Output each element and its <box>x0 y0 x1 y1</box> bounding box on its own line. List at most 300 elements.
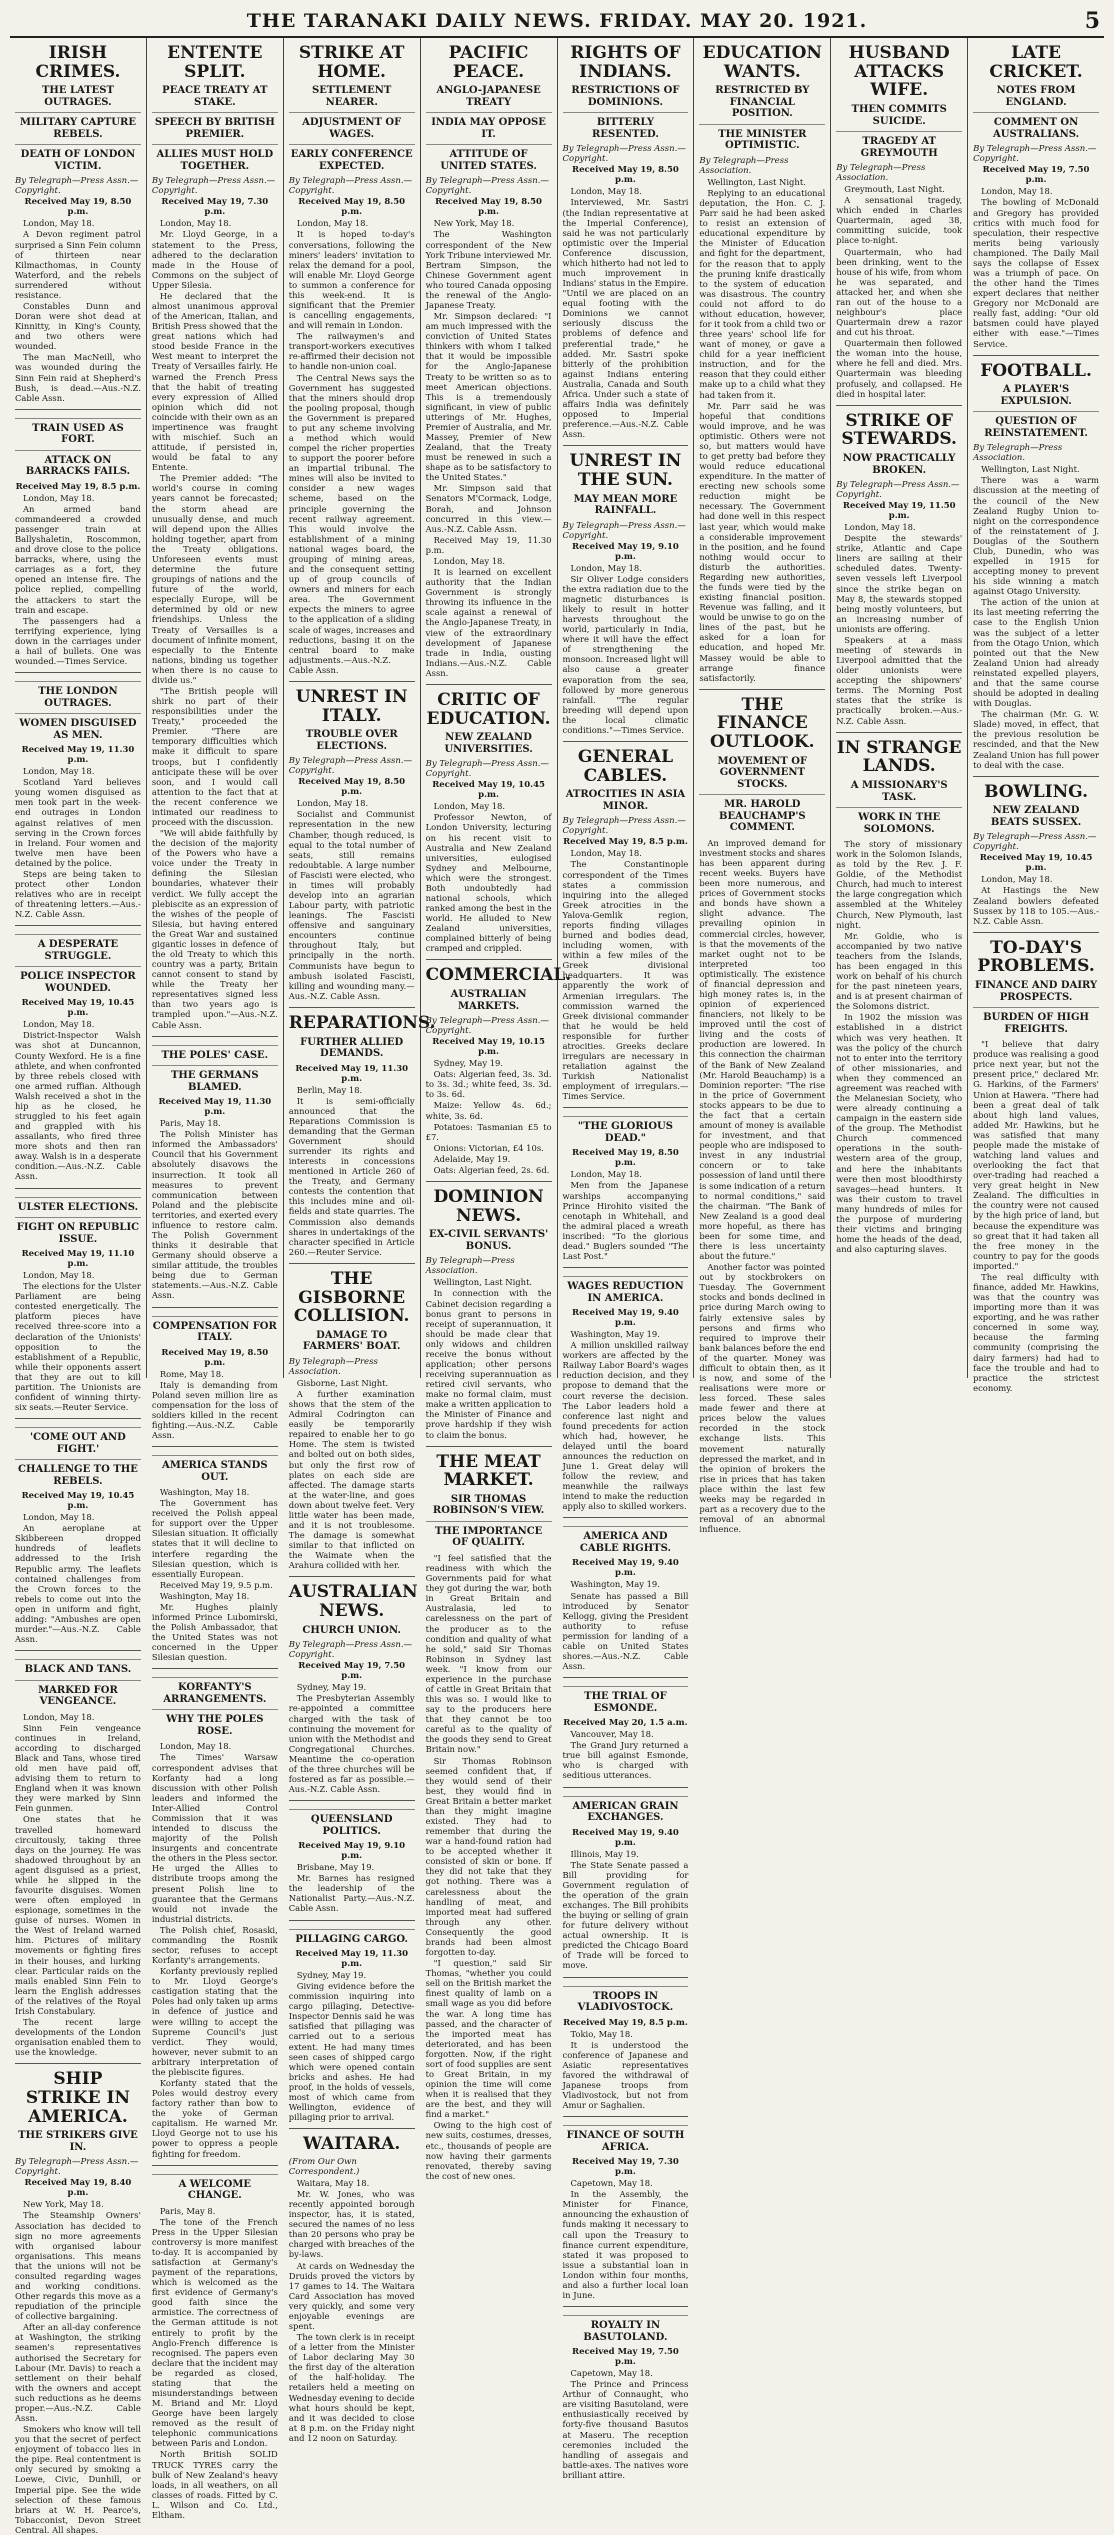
article <box>426 1181 552 1440</box>
article-paragraph: Washington, May 19. <box>570 1329 660 1340</box>
article-paragraph: A sensational tragedy, which ended in Charles Quartermain, aged 38, committing suicide, took place to-night. <box>836 195 963 246</box>
article-subheading: RESTRICTED BY FINANCIAL POSITION. <box>715 85 810 120</box>
article <box>288 1576 418 1795</box>
article-paragraph: The tone of the French Press in the Upper Silesian controversy is more manifest to-day. It is accompanied by satisfaction at Germany's payment of the reparations, which is welcomed as the first evidence of Germany's good faith since the armistice. The correctness of the German attitude is not entirely to profit by the Anglo-French difference is recognised. The papers even declare that the incident may be regarded as closed, stating that the misunderstandings between M. Briand and Mr. Lloyd George have been largely removed as the result of telephonic communications between Paris and London. <box>151 2216 278 2449</box>
article-subheading: TROUBLE OVER ELECTIONS. <box>305 729 398 752</box>
article-paragraph: New York, May 18. <box>433 218 515 229</box>
article-paragraph: London, May 18. <box>570 562 642 573</box>
article-dateline: Received May 19, 8.50 p.m. <box>161 1347 269 1368</box>
article <box>288 1007 436 1257</box>
article-paragraph: The elections for the Ulster Parliament are being contested energetically. The platform pieces have received three-score into a declaration of the Unionists' opposition to the establishment of a Republic, while their opponents assert that they are out to kill partition. The Unionists are confident of winning thirty-six seats.—Reuter Service. <box>15 1281 141 1413</box>
article <box>15 1418 141 1644</box>
article-subheading: ATTITUDE OF UNITED STATES. <box>426 144 552 172</box>
article-credit: By Telegraph—Press Assn.—Copyright. <box>425 759 549 780</box>
article-subheading: BITTERLY RESENTED. <box>563 112 689 140</box>
article-headline: TO-DAY'S PROBLEMS. <box>977 937 1095 977</box>
article-paragraph: London, May 18. <box>570 848 642 859</box>
article-subheading: EX-CIVIL SERVANTS' BONUS. <box>428 1229 549 1252</box>
article-paragraph: The action of the union at its last meeting referring the case to the English Union was the subject of a letter from the Otago Union, which pointed out that the New Zealand Union had already reinstated expelled players, and that the same course should be adopted in dealing with Douglas. <box>973 597 1099 709</box>
article-body <box>152 1369 278 1441</box>
article-credit: (From Our Own Correspondent.) <box>288 2156 360 2177</box>
article-body <box>15 493 141 666</box>
article-body <box>973 186 1099 348</box>
article-subheading: WAGES REDUCTION IN AMERICA. <box>563 1276 689 1304</box>
article-credit: By Telegraph—Press Assn.—Copyright. <box>562 816 686 837</box>
column <box>147 38 284 2520</box>
article-body <box>699 177 825 683</box>
article-paragraph: Sydney, May 19. <box>296 1970 367 1981</box>
article <box>152 1668 278 2158</box>
article-body <box>152 1487 278 1662</box>
article <box>563 1267 689 1511</box>
article-headline: HUSBAND ATTACKS WIFE. <box>848 43 950 101</box>
article-paragraph: London, May 18. <box>981 874 1053 885</box>
article-credit: By Telegraph—Press Association. <box>699 155 789 176</box>
article-paragraph: Greymouth, Last Night. <box>844 184 945 195</box>
article-body <box>426 801 552 953</box>
article-paragraph: The recent large developments of the London organisation enabled them to use the knowledge. <box>15 2016 141 2058</box>
article-headline: STRIKE OF STEWARDS. <box>841 410 957 450</box>
article-subheading: CHALLENGE TO THE REBELS. <box>15 1459 141 1487</box>
article-body <box>15 1712 141 2058</box>
article-headline: SHIP STRIKE IN AMERICA. <box>25 2069 131 2127</box>
article-paragraph: In connection with the Cabinet decision regarding a bonus grant to persons in receipt of superannuation, it should be made clear that only widows and children receive the bonus without application; other persons receiving superannuation as retired civil servants, who make no formal claim, must make a written application to the Minister of Finance and prove hardship if they wish to claim the bonus. <box>425 1288 552 1440</box>
article-paragraph: Korfanty previously replied to Mr. Lloyd George's castigation stating that the Poles had only taken up arms in defence of justice and were willing to accept the Supreme Council's just verdict. They would, however, never submit to an arbitrary interpretation of the plebiscite figures. <box>151 1966 278 2077</box>
article-subheading: ULSTER ELECTIONS. <box>15 1197 141 1214</box>
article-body <box>152 1118 278 1300</box>
article-credit: By Telegraph—Press Assn.—Copyright. <box>973 144 1097 165</box>
article-subheading: "THE GLORIOUS DEAD." <box>563 1116 689 1144</box>
article-subheading: AMERICAN GRAIN EXCHANGES. <box>563 1796 689 1824</box>
article-subheading: AMERICA AND CABLE RIGHTS. <box>563 1526 689 1554</box>
article-credit: By Telegraph—Press Association. <box>973 443 1063 464</box>
article-paragraph: In the Assembly, the Minister for Finance, announcing the exhaustion of funds making it necessary to call upon the Treasury to finance current expenditure, stated it was proposed to issue a substantial loan in London within four months, and also a further local loan in June. <box>562 2189 689 2300</box>
newspaper-title: THE TARANAKI DAILY NEWS. FRIDAY. MAY 20. 1921. <box>246 10 868 32</box>
article-paragraph: Berlin, May 18. <box>296 1084 363 1095</box>
article-paragraph: London, May 18. <box>23 1019 95 1030</box>
article <box>973 355 1099 770</box>
article <box>973 776 1099 926</box>
column <box>831 38 968 1378</box>
article-paragraph: The Polish chief, Rosaski, commanding the Rosnik sector, refuses to accept Korfanty's arrangements. <box>151 1924 278 1966</box>
article-body <box>15 1270 141 1412</box>
article-paragraph: Speakers at a mass meeting of stewards in Liverpool admitted that the older unionists were accepting the shipowners' terms. The Morning Post states that the strike is practically broken.—Aus.-N.Z. Cable Assn. <box>836 634 963 726</box>
article-paragraph: London, May 18. <box>981 186 1053 197</box>
article <box>426 1446 552 2181</box>
article <box>563 1107 689 1261</box>
article-paragraph: London, May 18. <box>23 492 95 503</box>
article-paragraph: Washington, May 18. <box>159 1590 250 1601</box>
article-subheading: THE STRIKERS GIVE IN. <box>18 2130 138 2153</box>
article-dateline: Received May 19, 8.5 p.m. <box>15 481 141 492</box>
article-paragraph: Received May 19, 9.5 p.m. <box>159 1579 273 1590</box>
article-paragraph: Adelaide, May 19. <box>433 1153 511 1164</box>
column <box>284 38 436 2443</box>
article-subheading: NOTES FROM ENGLAND. <box>996 85 1076 108</box>
article <box>152 2165 278 2520</box>
article-body <box>289 1378 415 1570</box>
article-paragraph: The Polish Minister has informed the Ambassadors' Council that his Government absolutely disavows the insurrection. It took all measures to prevent communication between Poland and the plebiscite territories, and exerted every influence to restore calm. The Polish Government thinks it desirable that Germany should observe a similar attitude, the troubles being due to German statements.—Aus.-N.Z. Cable Assn. <box>151 1129 278 1301</box>
article-headline: THE GISBORNE COLLISION. <box>293 1268 410 1327</box>
article-headline: STRIKE AT HOME. <box>298 43 405 82</box>
article <box>15 925 141 1181</box>
article-dateline: Received May 19, 11.30 p.m. <box>295 1063 409 1084</box>
article-subheading: PILLAGING CARGO. <box>289 1929 415 1946</box>
article-paragraph: Mr. Simpson declared: "I am much impressed with the conviction of United States thinkers with whom I talked that it would be impossible for the Anglo-Japanese Treaty to be written so as to meet American objections. This is a tremendously significant, in view of public utterings of Mr. Hughes, Premier of Australia, and Mr. Massey, Premier of New Zealand, that the Treaty must be renewed in such a shape as to be satisfactory to the United States." <box>425 311 552 483</box>
article <box>563 44 689 439</box>
article <box>563 1517 689 1671</box>
article-paragraph: The Central News says the Government has suggested that the miners should drop the pooling proposal, though the Government is prepared to put any scheme involving a method which would compel the richer properties to support the poorer before an impartial tribunal. The mines will also be invited to consider a new wages scheme, based on the principle governing the recent railway agreement. This would involve the establishment of a mining national wages board, the grouping of mining areas, and the consequent setting up of group councils of owners and miners for each area. The Government expects the miners to agree to the application of a sliding scale of wages, increases and reductions, basing it on the central board to make adjustments.—Aus.-N.Z. Cable Assn. <box>288 372 415 675</box>
article-body <box>15 2199 141 2535</box>
article-subheading: MOVEMENT OF GOVERNMENT STOCKS. <box>717 755 808 790</box>
article-headline: IN STRANGE LANDS. <box>836 737 962 777</box>
article <box>836 405 962 726</box>
article-credit: By Telegraph—Press Assn.—Copyright. <box>288 1640 413 1661</box>
article-paragraph: The bowling of McDonald and Gregory has provided critics with much food for speculation, their respective merits being variously championed. The Daily Mail says the collapse of Essex was a triumph of pace. On the other hand the Times expert declares that neither Gregory nor McDonald are really fast, adding: "Our old batsmen could have played either with ease."—Times Service. <box>973 197 1099 349</box>
article-subheading: 'COME OUT AND FIGHT.' <box>15 1427 141 1455</box>
article-paragraph: Sinn Fein vengeance continues in Ireland, according to discharged Black and Tans, whose tired old men have paid off, advising them to return to England when it was known they were marked by Sinn Fein gunmen. <box>15 1722 141 1814</box>
article-paragraph: Mr. Parr said he was hopeful that conditions would improve, and he was optimistic. Others were not so, but matters would have to get pretty bad before they would reduce educational expenditure. In the matter of erecting new schools some reduction might be necessary. The Government had done well in this respect last year, which would make a considerable improvement in the position, and he found nothing would occur to disturb the authorities. Regarding new authorities, the funds were tied by the existing financial position. Revenue was falling, and it would be unwise to go on the lines of the past, but he asked for a loan for education, and hoped Mr. Massey would be able to arrange finance satisfactorily. <box>699 400 826 683</box>
article-subheading: ATTACK ON BARRACKS FAILS. <box>15 450 141 478</box>
article <box>563 2116 689 2300</box>
article-paragraph: Owing to the high cost of new suits, costumes, dresses, etc., thousands of people are now having their garments renovated, thereby saving the cost of new ones. <box>425 2120 552 2181</box>
article-paragraph: The Washington correspondent of the New York Tribune interviewed Mr. Bertram Simpson, the Chinese Government agent who toured Canada opposing the renewal of the Anglo-Japanese Treaty. <box>425 229 552 310</box>
article-body <box>15 1512 141 1644</box>
article-paragraph: Replying to an educational deputation, the Hon. C. J. Parr said he had been asked to resist an extension of educational expenditure by the Minister of Education and fight for the department, for the reason that to apply the pruning knife drastically to the system of education was disastrous. The country could not afford to do without education, however, for it took from a child two or three years' school life for want of money, or gave a child for a year inefficient instruction, and for the reason that they could either make up to a child what they had taken from it. <box>699 187 826 400</box>
article-subheading: AMERICA STANDS OUT. <box>152 1455 278 1483</box>
article <box>289 681 415 1001</box>
article-headline: LATE CRICKET. <box>989 43 1083 82</box>
article-body <box>426 1553 552 2181</box>
article-dateline: Received May 19, 7.50 p.m. <box>298 1661 406 1682</box>
article-subheading: THE POLES' CASE. <box>152 1045 278 1062</box>
article-paragraph: The passengers had a terrifying experience, lying down in the carriages under a hail of bullets. One was wounded.—Times Service. <box>15 615 141 667</box>
article-body <box>563 2368 689 2480</box>
article-body <box>563 186 689 439</box>
article-paragraph: Giving evidence before the commission inquiring into cargo pillaging, Detective-Inspector Dennis said he was satisfied that pillaging was carried out to a serious extent. He had many times seen cases of shipped cargo which were opened contain bricks and ashes. He had proof, in the holds of vessels, most of which came from Wellington, evidence of pillaging prior to arrival. <box>288 1981 415 2123</box>
article-paragraph: The chairman (Mr. G. W. Slade) moved, in effect, that the previous resolution be rescinded, and that the New Zealand Union has full power to deal with the case. <box>973 709 1099 770</box>
article-subheading: FURTHER ALLIED DEMANDS. <box>300 1036 404 1060</box>
article-paragraph: Mr. Simpson said that Senators M'Cormack, Lodge, Borah, and Johnson concurred in this view.—Aus.-N.Z. Cable Assn. <box>425 483 552 534</box>
article-body <box>426 218 552 678</box>
article-paragraph: Sir Thomas Robinson seemed confident that, if they would send of their best, they would find in Great Britain a better market than they might imagine existed. They had to remember that during the war a hand-found ration had to be accepted whether it consisted of skin or bone. If they did not take that they got nothing. There was a carelessness about the handling of meat, and imported meat had suffered through any other. Consequently the good brands had been almost forgotten to-day. <box>425 1755 552 1958</box>
article-subheading: SIR THOMAS ROBINSON'S VIEW. <box>432 1493 545 1517</box>
article-body <box>426 1277 552 1439</box>
article-credit: By Telegraph—Press Assn.—Copyright. <box>836 480 960 501</box>
article-headline: DOMINION NEWS. <box>433 1186 544 1226</box>
article <box>973 44 1099 349</box>
article-subheading: NEW ZEALAND UNIVERSITIES. <box>444 732 533 755</box>
article <box>563 2306 689 2480</box>
article-paragraph: "I question," said Sir Thomas, "whether you could sell on the British market the finest quality of lamb on a small wage as you did before the war. A long time has passed, and the character of the imported meat has deteriorated, and has been forgotten. Now, if the right sort of food supplies are sent to Great Britain, in my opinion the time will come when it is realised that they are the best, and they will find a market." <box>425 1958 552 2120</box>
article-subheading: NOW PRACTICALLY BROKEN. <box>842 453 956 476</box>
article-subheading: ROYALTY IN BASUTOLAND. <box>563 2315 689 2343</box>
article <box>699 689 825 1534</box>
article-subheading: DAMAGE TO FARMERS' BOAT. <box>302 1329 401 1353</box>
article <box>563 445 689 735</box>
article-paragraph: London, May 18. <box>296 798 369 809</box>
article-credit: By Telegraph—Press Assn.—Copyright. <box>562 520 686 541</box>
article-paragraph: Mr. Hughes plainly informed Prince Lubomirski, the Polish Ambassador, that the United States was not concerned in the Upper Silesian question. <box>151 1601 278 1663</box>
article-paragraph: Wellington, Last Night. <box>707 176 806 187</box>
article-body <box>15 766 141 919</box>
article-dateline: Received May 19, 8.5 p.m. <box>563 837 688 848</box>
article-body <box>15 218 141 402</box>
article-headline: PACIFIC PEACE. <box>448 43 529 82</box>
article-paragraph: Washington, May 18. <box>159 1487 250 1498</box>
article-paragraph: Illinois, May 19. <box>570 1848 639 1859</box>
article-paragraph: The Constantinople correspondent of the Times states a commission inquiring into the alleged Greek atrocities in the Yalova-Gemlik region, reports finding villages burned and bodies dead, including women, with within a few miles of the Greek divisional headquarters. It was apparently the work of Armenian irregulars. The commission warned the Greek divisional commander that he would be held responsible for further atrocities. Greeks declare irregulars are necessary in retaliation against the Turkish Nationalist employment of irregulars.—Times Service. <box>562 859 689 1102</box>
article-paragraph: The man MacNeill, who was wounded during the Sinn Fein raid at Shepherd's Bush, is dead.—Aus.-N.Z. Cable Assn. <box>15 352 141 403</box>
article-paragraph: The Prince and Princess Arthur of Connaught, who are visiting Basutoland, were enthusiastically received by forty-five thousand Basutos at Maseru. The reception ceremonies included the handling of assegais and battle-axes. The natives wore brilliant attire. <box>562 2379 689 2480</box>
article-subheading: MAY MEAN MORE RAINFALL. <box>573 493 678 517</box>
article-paragraph: Washington, May 19. <box>570 1579 660 1590</box>
article-subheading: CHURCH UNION. <box>302 1624 401 1636</box>
page-number: 5 <box>1084 8 1100 34</box>
article-headline: UNREST IN ITALY. <box>295 686 408 726</box>
article-paragraph: Maize: Yellow 4s. 6d.; white, 3s. 6d. <box>425 1100 552 1121</box>
article-paragraph: At Hastings the New Zealand bowlers defeated Sussex by 118 to 105.—Aus.-N.Z. Cable Assn. <box>973 885 1099 926</box>
column <box>968 38 1104 1393</box>
article-subheading: POLICE INSPECTOR WOUNDED. <box>15 966 141 994</box>
article-subheading: EARLY CONFERENCE EXPECTED. <box>289 144 415 172</box>
article <box>15 44 141 403</box>
article-body <box>836 522 962 726</box>
article-dateline: Received May 19, 8.50 p.m. <box>572 165 679 186</box>
article-paragraph: New York, May 18. <box>23 2199 104 2210</box>
article-dateline: Received May 19, 8.5 p.m. <box>563 2017 688 2028</box>
article-subheading: ANGLO-JAPANESE TREATY <box>436 85 541 108</box>
article-body <box>289 218 415 675</box>
article-paragraph: Paris, May 18. <box>159 1118 221 1129</box>
article-paragraph: Korfanty stated that the Poles would destroy every factory rather than bow to the yoke of German capitalism. He warned Mr. Lloyd George not to use his power to oppress a people fighting for freedom. <box>151 2077 278 2159</box>
article-paragraph: The Times' Warsaw correspondent advises that Korfanty had a long discussion with other Polish leaders and informed the Inter-Allied Control Commission that it was intended to discuss the majority of the Polish insurgents and concentrate the others in the Pless sector. He urged the Allies to distribute troops among the present Polish line to guarantee that the Germans would not invade the industrial districts. <box>151 1752 278 1924</box>
article-paragraph: It is semi-officially announced that the Reparations Commission is demanding that the German Government should surrender its rights and interests in concessions mentioned in Article 260 of the Treaty, and Germany contests the contention that this includes mine and oil-fields and state quarries. The Commission also demands shares in undertakings of the character specified in Article 260.—Reuter Service. <box>288 1095 415 1257</box>
article-subheading: DEATH OF LONDON VICTIM. <box>15 144 141 172</box>
article-paragraph: "The British people will shirk no part of their responsibilities under the Treaty," proceeded the Premier. "There are temporary difficulties which make it difficult to spare troops, but I confidently anticipate these will be over soon, and I would call attention to the fact that at the recent conference we intimated our readiness to proceed with the discussion. <box>151 685 278 827</box>
article <box>289 1920 415 2123</box>
article-body <box>289 1862 415 1913</box>
article-paragraph: It is learned on excellent authority that the Indian Government is strongly throwing its influence in the scale against a renewal of the Anglo-Japanese Treaty, in view of the extraordinary development of Japanese trade in India, ousting Indians.—Aus.-N.Z. Cable Assn. <box>425 567 552 678</box>
article-paragraph: After an all-day conference at Washington, the striking seamen's representatives authorised the Secretary for Labour (Mr. Davis) to reach a settlement on their behalf with the owners and accept such reductions as he deems proper.—Aus.-N.Z. Cable Assn. <box>15 2322 141 2423</box>
article-subheading: PEACE TREATY AT STAKE. <box>162 85 268 108</box>
article-body <box>836 839 962 1254</box>
article-paragraph: London, May 18. <box>296 218 369 229</box>
article-headline: BOWLING. <box>984 781 1088 802</box>
article-body <box>973 874 1099 925</box>
article-paragraph: London, May 18. <box>159 218 232 229</box>
article-body <box>563 2029 689 2111</box>
article-paragraph: District-Inspector Walsh was shot at Duncannon, County Wexford. He is a fine athlete, and when confronted by three rebels closed with one armed ruffian. Although Walsh received a shot in the hip as he closed, he struggled to his feet again and grappled with his assailants, who fired three more shots and then ran away. Walsh is in a desperate condition.—Aus.-N.Z. Cable Assn. <box>15 1030 141 1182</box>
article-paragraph: Onions: Victorian, £4 10s. <box>433 1142 544 1153</box>
article <box>152 1307 278 1441</box>
article-subheading: THE LATEST OUTRAGES. <box>41 85 114 108</box>
article-headline: FOOTBALL. <box>980 360 1092 381</box>
article-subheading: TRAGEDY AT GREYMOUTH <box>836 131 962 159</box>
article-body <box>152 1741 278 2158</box>
article <box>426 44 552 678</box>
article-paragraph: London, May 18. <box>570 186 642 197</box>
article-subheading: BURDEN OF HIGH FREIGHTS. <box>973 1007 1099 1035</box>
article <box>836 44 962 399</box>
article-credit: By Telegraph—Press Assn.—Copyright. <box>425 176 549 197</box>
article-paragraph: Quartermain, who had been drinking, went to the house of his wife, from whom he was separated, and attacked her, and when she ran out of the house to a neighbour's place Quartermain drew a razor and cut his throat. <box>836 246 963 338</box>
article-paragraph: London, May 18. <box>23 1711 95 1722</box>
article-paragraph: Received May 19, 11.30 p.m. <box>425 534 552 555</box>
article-headline: RIGHTS OF INDIANS. <box>570 43 681 82</box>
article-credit: By Telegraph—Press Association. <box>425 1256 515 1277</box>
article-headline: THE MEAT MARKET. <box>436 1451 541 1491</box>
article-subheading: MR. HAROLD BEAUCHAMP'S COMMENT. <box>699 794 825 834</box>
article-paragraph: Waitara, May 18. <box>296 2177 370 2188</box>
article-subheading: THE LONDON OUTRAGES. <box>15 681 141 709</box>
article-subheading: TRAIN USED AS FORT. <box>15 418 141 446</box>
article-paragraph: The Steamship Owners' Association has decided to sign no more agreements with organised labour organisations. This means that the unions will not be consulted regarding wages and working conditions. Other regards this move as a repudiation of the principle of collective bargaining. <box>15 2210 141 2322</box>
article-body <box>563 2178 689 2300</box>
article-credit: By Telegraph—Press Assn.—Copyright. <box>151 176 276 197</box>
article-paragraph: London, May 18. <box>23 1270 95 1281</box>
article-paragraph: An improved demand for investment stocks and shares has been apparent during recent weeks. Buyers have been more numerous, and prices of Government stocks and bonds have shown a slight advance. The prevailing opinion in commercial circles, however, is that the movements of the market ought not to be interpreted too optimistically. The existence of financial depression and high money rates is, in the opinion of experienced financiers, not likely to be improved until the cost of living and the costs of production are lowered. In this connection the chairman of the Bank of New Zealand (Mr. Harold Beauchamp) is a Dominion reporter: "The rise in the price of Government stocks appears to be due to the fact that a certain amount of money is available for investment, and that people who are indisposed to invest in any industrial concern or to take possession of land until there is some indication of a return to normal conditions," said the chairman. "The Bank of New Zealand is a good deal more hopeful, as there has been for some time, and there is less uncertainty about the future." <box>699 837 826 1262</box>
column <box>421 38 572 2181</box>
article <box>289 1800 415 1913</box>
article-paragraph: Interviewed, Mr. Sastri (the Indian representative at the Imperial Conference), said he was not particularly optimistic over the Imperial Conference discussion, which hitherto had not led to much improvement in Indians' status in the Empire. "Until we are placed on an equal footing with the Dominions we cannot seriously discuss the problems of defence and preferential trade," he added. Mr. Sastri spoke bitterly of the prohibition against Indians entering Australia, Canada and South Africa. Under such a state of affairs India was definitely opposed to Imperial preference.—Aus.-N.Z. Cable Assn. <box>562 197 689 440</box>
article-paragraph: Despite the stewards' strike, Atlantic and Cape liners are sailing at their scheduled dates. Twenty-seven vessels left Liverpool since the strike began on May 8, the stewards stopped being mostly volunteers, but an increasing number of unionists are offering. <box>836 533 963 634</box>
article-paragraph: Mr. W. Jones, who was recently appointed borough inspector, has, it is stated, secured the names of no less than 20 persons who pray be charged with breaches of the by-laws. <box>288 2188 415 2260</box>
article-dateline: Received May 19, 9.40 p.m. <box>572 1827 679 1848</box>
article-paragraph: Senate has passed a Bill introduced by Senator Kellogg, giving the President authority to refuse permission for landing of a cable on United States shores.—Aus.-N.Z. Cable Assn. <box>562 1590 689 1672</box>
article-dateline: Received May 19, 8.50 p.m. <box>24 197 132 218</box>
article-paragraph: The story of missionary work in the Solomon Islands, as told by the Rev. J. F. Goldie, of the Methodist Church, had much to interest the large congregation which assembled at the Whiteley Church, New Plymouth, last night. <box>836 839 963 930</box>
article-paragraph: It is hoped to-day's conversations, following the miners' leaders' invitation to relax the demand for a pool, will enable Mr. Lloyd George to summon a conference for this week-end. It is significant that the Premier is cancelling engagements, and will remain in London. <box>288 229 415 331</box>
article-paragraph: Mr. Goldie, who is accompanied by two native teachers from the Islands, has been engaged in this work on behalf of his church for the past nineteen years, and is at present chairman of the Solomons district. <box>836 930 963 1012</box>
article-subheading: COMMENT ON AUSTRALIANS. <box>973 112 1099 140</box>
article-subheading: A MISSIONARY'S TASK. <box>850 780 948 803</box>
article-credit: By Telegraph—Press Assn.—Copyright. <box>288 756 413 777</box>
article-body <box>563 848 689 1101</box>
article-body <box>152 2206 278 2520</box>
article-dateline: Received May 19, 8.50 p.m. <box>572 1148 679 1169</box>
article-paragraph: Capetown, May 18. <box>570 2178 653 2189</box>
article-paragraph: Constables Dunn and Doran were shot dead at Kinnitty, in King's County, and two others were wounded. <box>15 301 141 352</box>
article-body <box>289 1085 415 1257</box>
article-body <box>563 1329 689 1511</box>
article-subheading: THE MINISTER OPTIMISTIC. <box>699 124 825 152</box>
article-paragraph: Smokers who know will tell you that the secret of perfect enjoyment of tobacco lies in the pipe. Real contentment is only secured by smoking a Loewe, Civic, Dunhill, or Imperial pipe. See the wide selection of these famous briars at W. H. Pearce's, Tobacconist, Devon Street Central. All shapes. <box>15 2424 141 2535</box>
article-paragraph: The Premier added: "The world's course in coming years cannot be forecasted; the storm ahead are unusually dense, and much will depend upon the Allies holding together, apart from the Treaty obligations. Unforeseen events must determine the future groupings of nations and the future of the world, especially Europe, will be determined by old or new friendships. Unless the Treaty of Versailles is a document of infinite moment, especially to the Entente nations, binding us together when there is no cause to divide us." <box>151 473 278 685</box>
article-headline: GENERAL CABLES. <box>577 747 674 786</box>
article-paragraph: An armed band commandeered a crowded passenger train at Ballyshaletin, Roscommon, and drove close to the police barracks, where, using the carriages as a fort, they opened an intense fire. The police replied, compelling the attackers to start the train and escape. <box>15 503 141 615</box>
article-paragraph: The State Senate passed a Bill providing for Government regulation of the operation of the grain exchanges. The Bill prohibits the buying or selling of grain for future delivery without actual ownership. It is predicted the Chicago Board of Trade will be forced to move. <box>562 1859 689 1971</box>
article-subheading: WHY THE POLES ROSE. <box>152 1709 278 1737</box>
article-subheading: QUESTION OF REINSTATEMENT. <box>973 411 1099 439</box>
article-body <box>973 464 1099 769</box>
article-paragraph: Mr. Lloyd George, in a statement to the Press, adhered to the declaration made in the House of Commons on the subject of Upper Silesia. <box>151 229 278 290</box>
article-dateline: Received May 19, 10.45 p.m. <box>21 1491 135 1512</box>
article-paragraph: "I believe that dairy produce was realising a good price next year, but not the present price," declared Mr. G. Harkins, of the Farmers' Union at Hawera. "There had been a great deal of talk about high land values, added Mr. Hawkins, but he was satisfied that many people made the mistake of watching land values and overlooking the fact that over-trading had reached a very great height in New Zealand. The difficulties in the country were not caused by the high price of land, but because the expenditure was so great that it had taken all the free money in the country to pay for the goods imported." <box>973 1039 1099 1271</box>
article-paragraph: A million unskilled railway workers are affected by the Railway Labor Board's wages reduction decision, and they propose to demand that the court reverse the decision. The Labor leaders hold a conference last night and found precedents for action which had, however, he delayed until the board announces the reduction on June 1. Great delay will follow the review, and meanwhile the railways intend to make the reduction apply also to skilled workers. <box>562 1340 689 1512</box>
article-paragraph: The Grand Jury returned a true bill against Esmonde, who is charged with seditious utterances. <box>562 1740 689 1781</box>
article-subheading: TROOPS IN VLADIVOSTOCK. <box>563 1986 689 2014</box>
article-headline: IRISH CRIMES. <box>35 43 121 82</box>
article-dateline: Received May 19, 10.15 p.m. <box>432 1037 545 1058</box>
article-dateline: Received May 19, 10.45 p.m. <box>979 853 1093 874</box>
article <box>15 672 141 919</box>
article-body <box>699 838 825 1534</box>
article-paragraph: Sydney, May 19. <box>433 1058 504 1069</box>
article-paragraph: Wellington, Last Night. <box>433 1277 533 1288</box>
article-dateline: Received May 19, 10.45 p.m. <box>21 998 135 1019</box>
article-paragraph: In 1902 the mission was established in a district which was very heathen. It was the policy of the church not to enter into the territory of other missionaries, and when they commenced an agreement was reached with the Melanesian Society, who were already continuing a campaign in the eastern side of the group. The Methodist Church commenced operations in the south-western area of the group, and here the inhabitants were then most bloodthirsty savages—head hunters. It was their custom to travel many hundreds of miles for the purpose of murdering their victims and bringing home the heads of the dead, and also capturing slaves. <box>836 1012 963 1255</box>
article-credit: By Telegraph—Press Association. <box>836 163 926 184</box>
article-subheading: WOMEN DISGUISED AS MEN. <box>15 713 141 741</box>
article-dateline: Received May 19, 11.30 p.m. <box>295 1949 409 1970</box>
article-credit: By Telegraph—Press Association. <box>288 1356 378 1377</box>
article-paragraph: London, May 18. <box>433 555 506 566</box>
article-subheading: QUEENSLAND POLITICS. <box>289 1809 415 1837</box>
article-body <box>563 1579 689 1671</box>
article <box>563 1977 689 2111</box>
article-paragraph: Paris, May 8. <box>159 2205 216 2216</box>
article <box>15 1650 141 2057</box>
article-credit: By Telegraph—Press Assn.—Copyright. <box>288 176 413 197</box>
article-subheading: WORK IN THE SOLOMONS. <box>836 807 962 835</box>
article-credit: By Telegraph—Press Assn.—Copyright. <box>15 176 139 197</box>
masthead <box>10 6 1104 38</box>
article-dateline: Received May 19, 7.30 p.m. <box>161 197 269 218</box>
article-paragraph: North British SOLID TRUCK TYRES carry the bulk of New Zealand's heavy loads, in all weathers, on all classes of roads. Fitted by C. L. Wilson and Co. Ltd., Eltham. <box>151 2449 278 2520</box>
article-paragraph: A Devon regiment patrol surprised a Sinn Fein column of thirteen near Kilmacthomas, in County Waterford, and the rebels surrendered without resistance. <box>15 229 141 300</box>
article-paragraph: An aeroplane at Skibbereen dropped hundreds of leaflets addressed to the Irish Republic army. The leaflets contained challenges from the Crown forces to the rebels to come out into the open in uniform and fight, adding: "Ambushes are open murder."—Aus.-N.Z. Cable Assn. <box>15 1523 141 1645</box>
article-paragraph: The railwaymen's and transport-workers executives re-affirmed their decision not to handle non-union coal. <box>288 331 415 372</box>
article-subheading: SPEECH BY BRITISH PREMIER. <box>152 112 278 140</box>
article-paragraph: Wellington, Last Night. <box>981 464 1080 475</box>
article-paragraph: Vancouver, May 18. <box>570 1729 654 1740</box>
article-paragraph: Oats: Algerian feed, 3s. 3d. to 3s. 3d.; white feed, 3s. 3d. to 3s. 6d. <box>425 1069 552 1100</box>
article-paragraph: Sydney, May 19. <box>296 1682 367 1693</box>
article-credit: By Telegraph—Press Assn.—Copyright. <box>425 1016 549 1037</box>
article-subheading: RESTRICTIONS OF DOMINIONS. <box>571 85 680 108</box>
article <box>152 1036 278 1301</box>
article <box>289 1263 415 1571</box>
article-subheading: MILITARY CAPTURE REBELS. <box>15 112 141 140</box>
article-dateline: Received May 19, 9.40 p.m. <box>572 1308 679 1329</box>
article <box>563 1787 689 1971</box>
article-paragraph: Brisbane, May 19. <box>296 1862 375 1873</box>
article <box>426 684 552 954</box>
article-subheading: THE TRIAL OF ESMONDE. <box>563 1686 689 1714</box>
article-subheading: A DESPERATE STRUGGLE. <box>15 934 141 962</box>
article-body <box>152 218 278 1029</box>
article-dateline: Received May 19, 11.50 p.m. <box>842 501 956 522</box>
article-body <box>289 2178 415 2443</box>
article-body <box>426 1058 552 1175</box>
article-subheading: KORFANTY'S ARRANGEMENTS. <box>152 1677 278 1705</box>
article-body <box>973 1039 1099 1393</box>
column <box>694 38 831 1535</box>
article-subheading: SETTLEMENT NEARER. <box>312 85 392 108</box>
article-subheading: AUSTRALIAN MARKETS. <box>450 989 527 1012</box>
column <box>10 38 147 2535</box>
article-paragraph: London, May 18. <box>159 1741 232 1752</box>
article-subheading: THE IMPORTANCE OF QUALITY. <box>426 1521 552 1549</box>
article-dateline: Received May 19, 9.10 p.m. <box>572 541 679 562</box>
article-dateline: Received May 19, 10.45 p.m. <box>432 780 545 801</box>
article <box>699 44 825 683</box>
article-headline: EDUCATION WANTS. <box>702 43 822 82</box>
article-paragraph: London, May 18. <box>23 1512 95 1523</box>
article-headline: AUSTRALIAN NEWS. <box>288 1582 418 1622</box>
article-paragraph: Steps are being taken to protect other London relatives who are in receipt of threatening letters.—Aus.-N.Z. Cable Assn. <box>15 868 141 920</box>
